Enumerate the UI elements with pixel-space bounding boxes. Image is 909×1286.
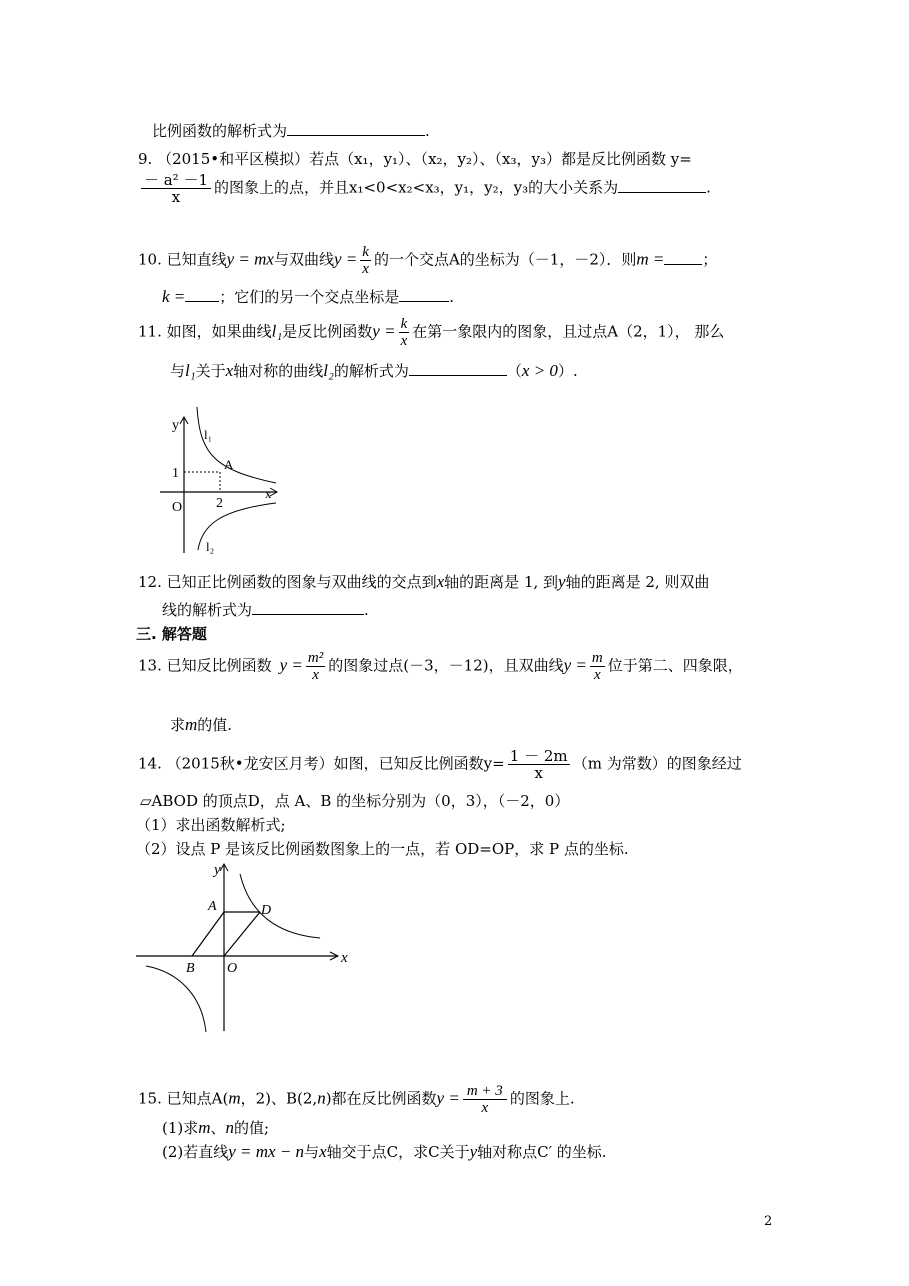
q11-line1 <box>138 316 724 349</box>
q15-text-c: )都在反比例函数 <box>325 1089 437 1108</box>
q13-y-eq2: y = <box>563 655 587 675</box>
q15-line1 <box>138 1083 575 1116</box>
q14-text-a: 14. （2015秋•龙安区月考）如图，已知反比例函数y= <box>138 754 505 773</box>
q15-part2 <box>162 1141 607 1162</box>
q12-text-a: 12. 已知正比例函数的图象与双曲线的交点到 <box>138 573 437 591</box>
q15-y-eq: y = <box>436 1088 460 1108</box>
q9-line2 <box>138 172 711 205</box>
q10-m-eq: m = <box>636 249 665 269</box>
q11-text-c: 在第一象限内的图象，且过点A（2，1）， 那么 <box>412 322 725 341</box>
q9-text-1: 9. （2015•和平区模拟）若点（x₁，y₁）、（x₂，y₂）、（x₃，y₃）都是反比例函数 y= <box>138 150 692 168</box>
q15-p1-n: n <box>225 1118 235 1137</box>
q11-line2 <box>170 360 578 381</box>
q13-text-e: 的值. <box>197 716 233 734</box>
fig11-one-label: 1 <box>172 466 179 481</box>
q10-m-blank <box>664 250 702 265</box>
q10-text-b: 与双曲线 <box>273 250 334 269</box>
q14-line2 <box>140 790 569 811</box>
curve-third-quadrant <box>146 966 206 1032</box>
q15-p1-a: (1)求 <box>162 1119 199 1137</box>
q15-p1-m: m <box>198 1118 211 1137</box>
curve-first-quadrant <box>240 874 320 938</box>
q14-part1 <box>136 814 286 835</box>
q10-end: . <box>449 288 455 306</box>
q11-text-f: 轴对称的曲线 <box>233 362 324 380</box>
q11-text-b: 是反比例函数 <box>282 322 373 341</box>
q15-text-b: ，2)、B(2, <box>240 1089 318 1108</box>
q8-tail-text: 比例函数的解析式为 <box>152 122 288 140</box>
q12-x: x <box>436 572 445 591</box>
q13-text-b: 的图象过点(－3，－12)，且双曲线 <box>328 656 564 675</box>
q11-l1-ref: l₁ <box>185 361 196 380</box>
q13-fraction-2 <box>590 650 605 683</box>
q11-answer-blank <box>409 361 507 376</box>
q14-figure <box>134 856 364 1036</box>
q15-p2-y: y <box>469 1142 478 1161</box>
q13-line2 <box>170 714 232 735</box>
q10-text-d: ； <box>702 250 718 269</box>
q15-text-d: 的图象上. <box>509 1089 575 1108</box>
q15-frac-num: m + 3 <box>463 1083 507 1100</box>
q11-text-e: 关于 <box>195 362 226 380</box>
q14-line1 <box>138 748 742 781</box>
q11-frac-den: x <box>400 333 408 349</box>
q15-text-a: 15. 已知点A( <box>138 1089 229 1108</box>
q10-line2 <box>162 286 454 307</box>
q15-p2-eq: y = mx − n <box>228 1142 305 1161</box>
q15-p2-b: 与 <box>304 1143 320 1161</box>
q13-text-c: 位于第二、四象限， <box>607 656 743 675</box>
q15-part1 <box>162 1117 269 1138</box>
section-heading: 三. 解答题 <box>136 625 207 643</box>
q8-tail <box>152 120 430 141</box>
fig11-O-label: O <box>172 500 183 515</box>
fig14-x-label: x <box>341 950 348 966</box>
q10-frac-num: k <box>362 244 369 260</box>
q14-part2-text: （2）设点 P 是该反比例函数图象上的一点，若 OD=OP，求 P 点的坐标. <box>136 840 629 858</box>
q10-y-eq: y = <box>333 249 358 269</box>
q12-text-c: 轴的距离是 2, 则双曲 <box>565 573 710 591</box>
q14-part1-text: （1）求出函数解析式; <box>136 816 286 834</box>
q11-text-g: 的解析式为 <box>333 362 409 380</box>
q15-p1-b: 、 <box>210 1119 226 1137</box>
q12-text-b: 轴的距离是 1, 到 <box>444 573 559 591</box>
q10-text-e: ；它们的另一个交点坐标是 <box>219 288 400 306</box>
q14-text-c: ▱ABOD 的顶点D，点 A、B 的坐标分别为（0，3），（－2，0） <box>140 792 570 810</box>
q12-line1 <box>138 571 709 592</box>
q13-text-d: 求 <box>170 716 186 734</box>
q13-frac-den: x <box>312 667 319 683</box>
q13-frac2-num: m <box>591 650 603 666</box>
q14-frac-num: 1 － 2m <box>508 748 570 765</box>
q11-y-eq: y = <box>372 321 396 341</box>
q15-m: m <box>228 1088 241 1108</box>
q13-m: m <box>185 715 198 734</box>
fig14-B-label: B <box>186 961 195 976</box>
q11-text-d: 与 <box>170 362 186 380</box>
q11-cond-close: ）. <box>557 362 578 380</box>
q11-text-a: 11. 如图，如果曲线 <box>138 322 272 341</box>
q11-x: x <box>225 361 234 380</box>
segment-OD <box>224 912 260 956</box>
q14-frac-den: x <box>534 764 543 782</box>
q9-line1 <box>138 148 692 169</box>
fig11-y-label: y <box>172 418 179 433</box>
fig14-A-label: A <box>208 899 217 914</box>
q11-figure <box>160 405 285 555</box>
q10-text-a: 10. 已知直线 <box>138 250 227 269</box>
fig14-D-label: D <box>261 903 272 918</box>
q8-end: . <box>425 122 430 140</box>
q15-frac-den: x <box>481 1100 489 1116</box>
q11-l1: l₁ <box>271 321 283 341</box>
q15-p2-d: 轴对称点C′ 的坐标. <box>477 1143 607 1161</box>
q12-y: y <box>558 572 566 591</box>
q11-cond: x > 0 <box>521 361 558 380</box>
fig14-y-label: y <box>214 862 221 878</box>
q13-y-eq: y = <box>279 655 303 675</box>
q15-p2-x: x <box>319 1142 327 1161</box>
q11-l2: l₂ <box>323 361 334 380</box>
q11-fraction <box>399 316 410 349</box>
q15-fraction <box>463 1083 507 1116</box>
fig11-x-label: x <box>265 486 272 501</box>
q9-frac-num: － a² －1 <box>141 172 211 189</box>
fig11-l2-label: l₂ <box>206 539 215 554</box>
q10-fraction <box>360 244 371 277</box>
page-number: 2 <box>764 1214 773 1229</box>
q10-k-blank <box>185 287 219 302</box>
q15-p2-c: 轴交于点C，求C关于 <box>326 1143 470 1161</box>
q13-line1 <box>138 650 743 683</box>
q10-line1 <box>138 244 717 277</box>
q8-answer-blank <box>287 121 425 136</box>
q15-p2-a: (2)若直线 <box>162 1143 229 1161</box>
fig14-O-label: O <box>227 961 238 976</box>
fig11-l1-label: l₁ <box>204 427 213 442</box>
segment-BA <box>192 912 224 956</box>
q13-frac2-den: x <box>593 667 601 683</box>
q15-p1-c: 的值; <box>234 1119 270 1137</box>
q13-frac-num: m² <box>307 650 324 666</box>
q9-frac-den: x <box>171 188 181 206</box>
q10-line-eq: y = mx <box>226 249 274 269</box>
q12-line2 <box>162 599 369 620</box>
q11-cond-open: （ <box>506 362 522 380</box>
q12-text-d: 线的解析式为 <box>162 601 253 619</box>
q13-fraction <box>306 650 325 683</box>
q11-frac-num: k <box>400 316 408 332</box>
q9-fraction <box>141 172 211 205</box>
q10-point-blank <box>399 287 449 302</box>
q9-text-2: 的图象上的点，并且x₁<0<x₂<x₃，y₁，y₂，y₃的大小关系为 <box>214 178 619 197</box>
q12-answer-blank <box>252 600 364 615</box>
fig11-A-label: A <box>224 457 234 472</box>
q13-text-a: 13. 已知反比例函数 <box>138 656 272 675</box>
q14-text-b: （m 为常数）的图象经过 <box>572 754 742 773</box>
q14-fraction <box>508 748 570 781</box>
fig11-two-label: 2 <box>216 496 223 511</box>
q9-answer-blank <box>618 178 706 193</box>
q9-end: . <box>706 178 711 197</box>
q10-frac-den: x <box>362 261 369 277</box>
q15-n: n <box>317 1088 326 1108</box>
q10-k-eq: k = <box>162 287 186 306</box>
q10-text-c: 的一个交点A的坐标为（－1，－2）．则 <box>373 250 637 269</box>
q12-end: . <box>364 601 369 619</box>
